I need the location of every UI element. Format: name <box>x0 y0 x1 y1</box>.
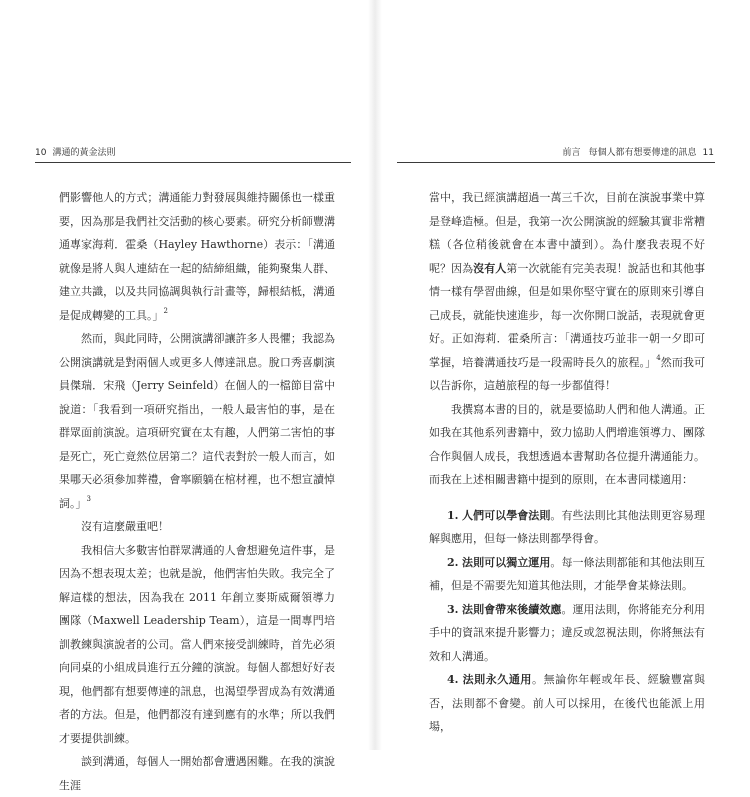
paragraph-text: 談到溝通，每個人一開始都會遭遇困難。在我的演說生涯 <box>59 755 335 792</box>
paragraph <box>59 750 335 797</box>
paragraph-text: 沒有這麼嚴重吧！ <box>81 520 169 533</box>
paragraph-text: 當中，我已經演講超過一萬三千次，目前在演說事業中算是登峰造極。但是，我第一次公開演說的經驗其實非常糟糕（各位稍後就會在本書中讀到）。為什麼我表現不好呢？因為 <box>429 191 705 275</box>
left-page <box>0 0 375 792</box>
right-header-section: 前言 <box>562 148 581 158</box>
list-text: 。運用法則，你將能充分利用手中的資訊來提升影響力；違反或忽視法則，你將無法有效和人溝通。 <box>429 602 706 663</box>
paragraph <box>59 539 335 751</box>
paragraph <box>429 186 705 398</box>
list-number: 4. <box>447 673 459 686</box>
left-header-title: 溝通的黃金法則 <box>52 148 116 158</box>
paragraph-text: 然而，與此同時，公開演講卻讓許多人畏懼；我認為公開演講就是對兩個人或更多人傳達訊息。脫口秀喜劇演員傑瑞．宋飛（Jerry Seinfeld）在個人的一檔節目當中說道：「我看到一項研究指出，一般人最害怕的事，是在群眾面前演說。這項研究實在太有趣，人們第二害怕的事是死亡，死亡竟然位居第二？這代表對於一般人而言，如果哪天必須參加葬禮，會寧願躺在棺材裡，也不想宣讀悼詞。」 <box>59 332 335 510</box>
list-number: 1. <box>447 508 459 522</box>
paragraph-text: 我撰寫本書的目的，就是要協助人們和他人溝通。正如我在其他系列書籍中，致力協助人們增進領導力、團隊合作與個人成長，我想透過本書幫助各位提升溝通能力。而我在上述相關書籍中提到的原則，在本書同樣適用： <box>429 402 705 486</box>
list-heading: 法則可以獨立運用 <box>462 555 551 569</box>
right-page-number: 11 <box>702 148 714 158</box>
paragraph <box>59 186 335 327</box>
paragraph-text: 然而我可以告訴你，這趟旅程的每一步都值得！ <box>429 355 706 392</box>
emphasis-text: 沒有人 <box>473 261 507 275</box>
principles-list <box>429 504 705 739</box>
left-page-number: 10 <box>35 148 47 158</box>
list-text: 。無論你年輕或年長、經驗豐富與否，法則都不會變。前人可以採用，在後代也能派上用場， <box>429 673 706 733</box>
right-running-header <box>563 146 714 160</box>
list-item <box>429 598 705 669</box>
right-header-rule <box>397 162 715 163</box>
paragraph-text: 們影響他人的方式；溝通能力對發展與維持關係也一樣重要，因為那是我們社交活動的核心要素。研究分析師豐溝通專家海莉．霍桑（Hayley Hawthorne）表示：「溝通就像是將人與人連結在一起的結締組織，能夠聚集人群、建立共識，以及共同協調與執行計畫等，歸根結柢，溝通是促成轉變的工具。」 <box>59 191 335 322</box>
paragraph <box>59 515 335 539</box>
list-item <box>429 668 705 739</box>
footnote-marker: 3 <box>86 494 91 503</box>
list-item <box>429 504 705 551</box>
left-header-rule <box>35 162 351 163</box>
list-text: 。有些法則比其他法則更容易理解與應用，但每一條法則都學得會。 <box>429 508 706 545</box>
right-header-title: 每個人都有想要傳達的訊息 <box>588 148 697 158</box>
list-heading: 人們可以學會法則 <box>462 508 551 522</box>
paragraph-text: 我相信大多數害怕群眾溝通的人會想避免這件事，是因為不想表現太差；也就是說，他們害怕失敗。我完全了解這樣的想法，因為我在 2011 年創立麥斯威爾領導力團隊（Maxwell Leadership Team），這是一間專門培訓教練與演說者的公司。當人們來接受訓練時，首先必須向同桌的小組成員進行五分鐘的演說。每個人都想好好表現，他們都有想要傳達的訊息，也渴望學習成為有效溝通者的方法。但是，他們都沒有達到應有的水準；所以我們才要提供訓練。 <box>59 543 335 745</box>
footnote-marker: 4 <box>656 353 661 362</box>
list-heading: 法則永久通用 <box>462 673 532 686</box>
paragraph-text: 第一次就能有完美表現！說話也和其他事情一樣有學習曲線，但是如果你堅守實在的原則來引導自己成長，就能快速進步，每一次你開口說話，表現就會更好。正如海莉．霍桑所言：「溝通技巧並非一朝一夕即可掌握，培養溝通技巧是一段需時長久的旅程。」 <box>429 261 706 369</box>
list-heading: 法則會帶來後續效應 <box>462 602 562 616</box>
left-body-text <box>59 186 335 797</box>
list-text: 。每一條法則都能和其他法則互補，但是不需要先知道其他法則，才能學會某條法則。 <box>429 555 706 592</box>
list-item <box>429 551 705 598</box>
paragraph <box>59 327 335 515</box>
right-body-text <box>429 186 705 739</box>
footnote-marker: 2 <box>163 306 168 315</box>
list-number: 2. <box>447 555 459 569</box>
right-page <box>375 0 750 750</box>
left-running-header <box>35 146 115 160</box>
list-number: 3. <box>447 602 459 616</box>
paragraph <box>429 398 705 492</box>
